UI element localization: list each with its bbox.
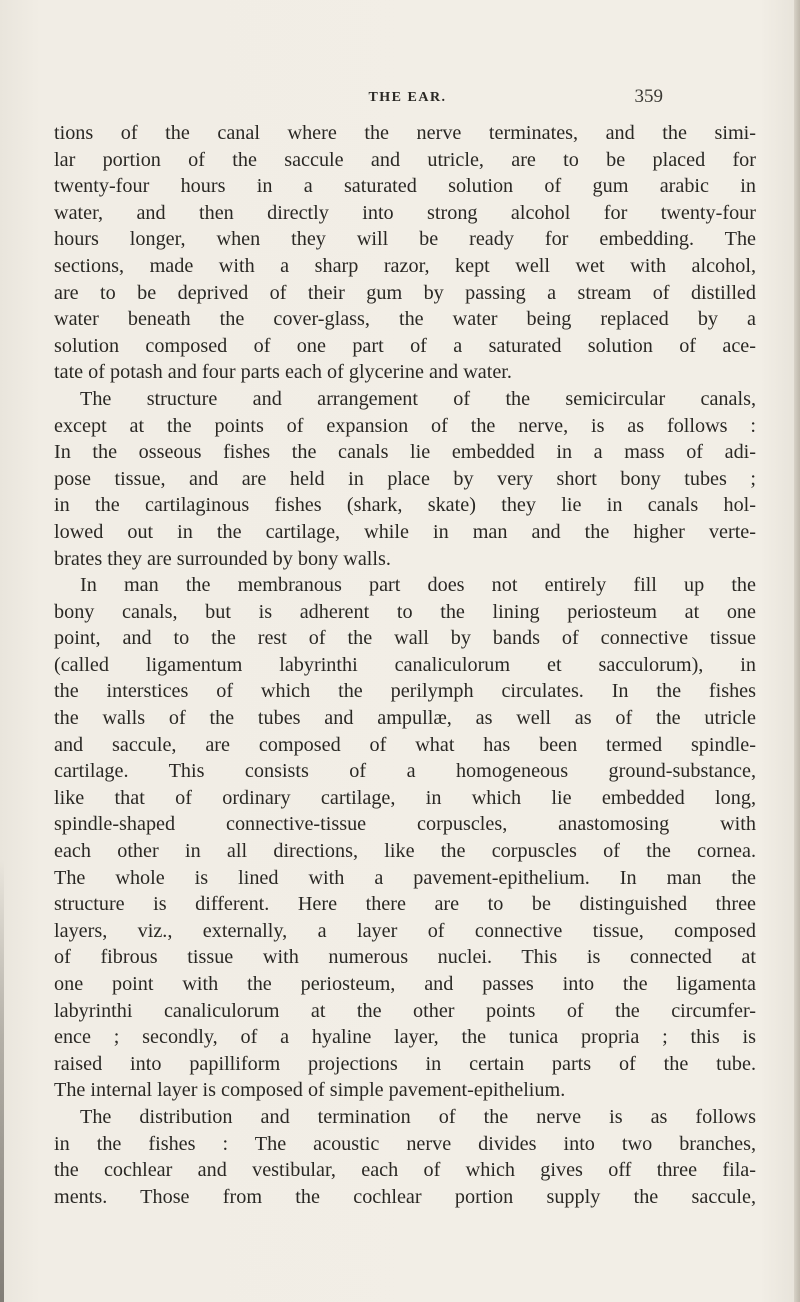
page-number: 359 <box>634 86 663 107</box>
text-line: The distribution and termination of the nerve is as follows <box>80 1105 756 1128</box>
text-line: in the fishes : The acoustic nerve divides into two branches, <box>54 1132 756 1155</box>
page-header <box>40 86 775 114</box>
text-line: ence ; secondly, of a hyaline layer, the tunica propria ; this is <box>54 1026 756 1049</box>
text-line: the walls of the tubes and ampullæ, as well as of the utricle <box>54 707 756 730</box>
text-line: hours longer, when they will be ready for embedding. The <box>54 228 756 251</box>
text-line: water, and then directly into strong alcohol for twenty-four <box>54 201 756 224</box>
text-line: twenty-four hours in a saturated solution of gum arabic in <box>54 175 756 198</box>
text-line: structure is different. Here there are to be distinguished three <box>54 893 756 916</box>
text-line: raised into papilliform projections in certain parts of the tube. <box>54 1052 756 1075</box>
text-line: (called ligamentum labyrinthi canaliculorum et sacculorum), in <box>54 653 756 676</box>
text-line: lar portion of the saccule and utricle, are to be placed for <box>54 148 756 171</box>
text-line: labyrinthi canaliculorum at the other points of the circumfer- <box>54 999 756 1022</box>
text-line: like that of ordinary cartilage, in which lie embedded long, <box>54 786 756 809</box>
text-line: ments. Those from the cochlear portion supply the saccule, <box>54 1185 756 1208</box>
body-text <box>54 120 756 1210</box>
text-line: bony canals, but is adherent to the lining periosteum at one <box>54 600 756 623</box>
paragraph <box>54 572 756 1104</box>
text-line: one point with the periosteum, and passes into the ligamenta <box>54 973 756 995</box>
text-line: In the osseous fishes the canals lie embedded in a mass of adi- <box>54 441 756 464</box>
text-line: and saccule, are composed of what has been termed spindle- <box>54 733 756 756</box>
text-line: of fibrous tissue with numerous nuclei. This is connected at <box>54 946 756 969</box>
text-line: tate of potash and four parts each of glycerine and water. <box>54 361 512 384</box>
text-line: the cochlear and vestibular, each of which gives off three fila- <box>54 1159 756 1182</box>
text-line: The internal layer is composed of simple pavement-epithelium. <box>54 1079 566 1102</box>
text-line: the interstices of which the perilymph circulates. In the fishes <box>54 680 756 703</box>
text-line: point, and to the rest of the wall by bands of connective tissue <box>54 627 756 650</box>
text-line: layers, viz., externally, a layer of connective tissue, composed <box>54 919 756 942</box>
text-line: spindle-shaped connective-tissue corpuscles, anastomosing with <box>54 813 756 836</box>
paragraph <box>54 386 756 572</box>
text-line: tions of the canal where the nerve terminates, and the simi- <box>54 122 756 144</box>
page-edge-shadow <box>794 0 800 1302</box>
text-line: water beneath the cover-glass, the water being replaced by a <box>54 308 756 331</box>
text-line: except at the points of expansion of the nerve, is as follows : <box>54 414 756 437</box>
text-line: pose tissue, and are held in place by very short bony tubes ; <box>54 467 756 490</box>
binding-shadow <box>0 860 4 1302</box>
running-head: THE EAR. <box>368 90 447 105</box>
paragraph <box>54 120 756 386</box>
text-line: cartilage. This consists of a homogeneous ground-substance, <box>54 760 756 783</box>
text-line: lowed out in the cartilage, while in man and the higher verte- <box>54 520 756 543</box>
text-line: are to be deprived of their gum by passing a stream of distilled <box>54 281 756 304</box>
text-line: in the cartilaginous fishes (shark, skate) they lie in canals hol- <box>54 494 756 517</box>
text-line: The whole is lined with a pavement-epithelium. In man the <box>54 866 756 889</box>
text-line: solution composed of one part of a saturated solution of ace- <box>54 334 756 357</box>
paragraph <box>54 1104 756 1210</box>
text-line: each other in all directions, like the corpuscles of the cornea. <box>54 840 756 863</box>
text-line: brates they are surrounded by bony walls. <box>54 547 391 570</box>
text-line: sections, made with a sharp razor, kept well wet with alcohol, <box>54 254 756 277</box>
text-line: In man the membranous part does not entirely fill up the <box>80 574 756 597</box>
text-line: The structure and arrangement of the semicircular canals, <box>80 387 756 410</box>
